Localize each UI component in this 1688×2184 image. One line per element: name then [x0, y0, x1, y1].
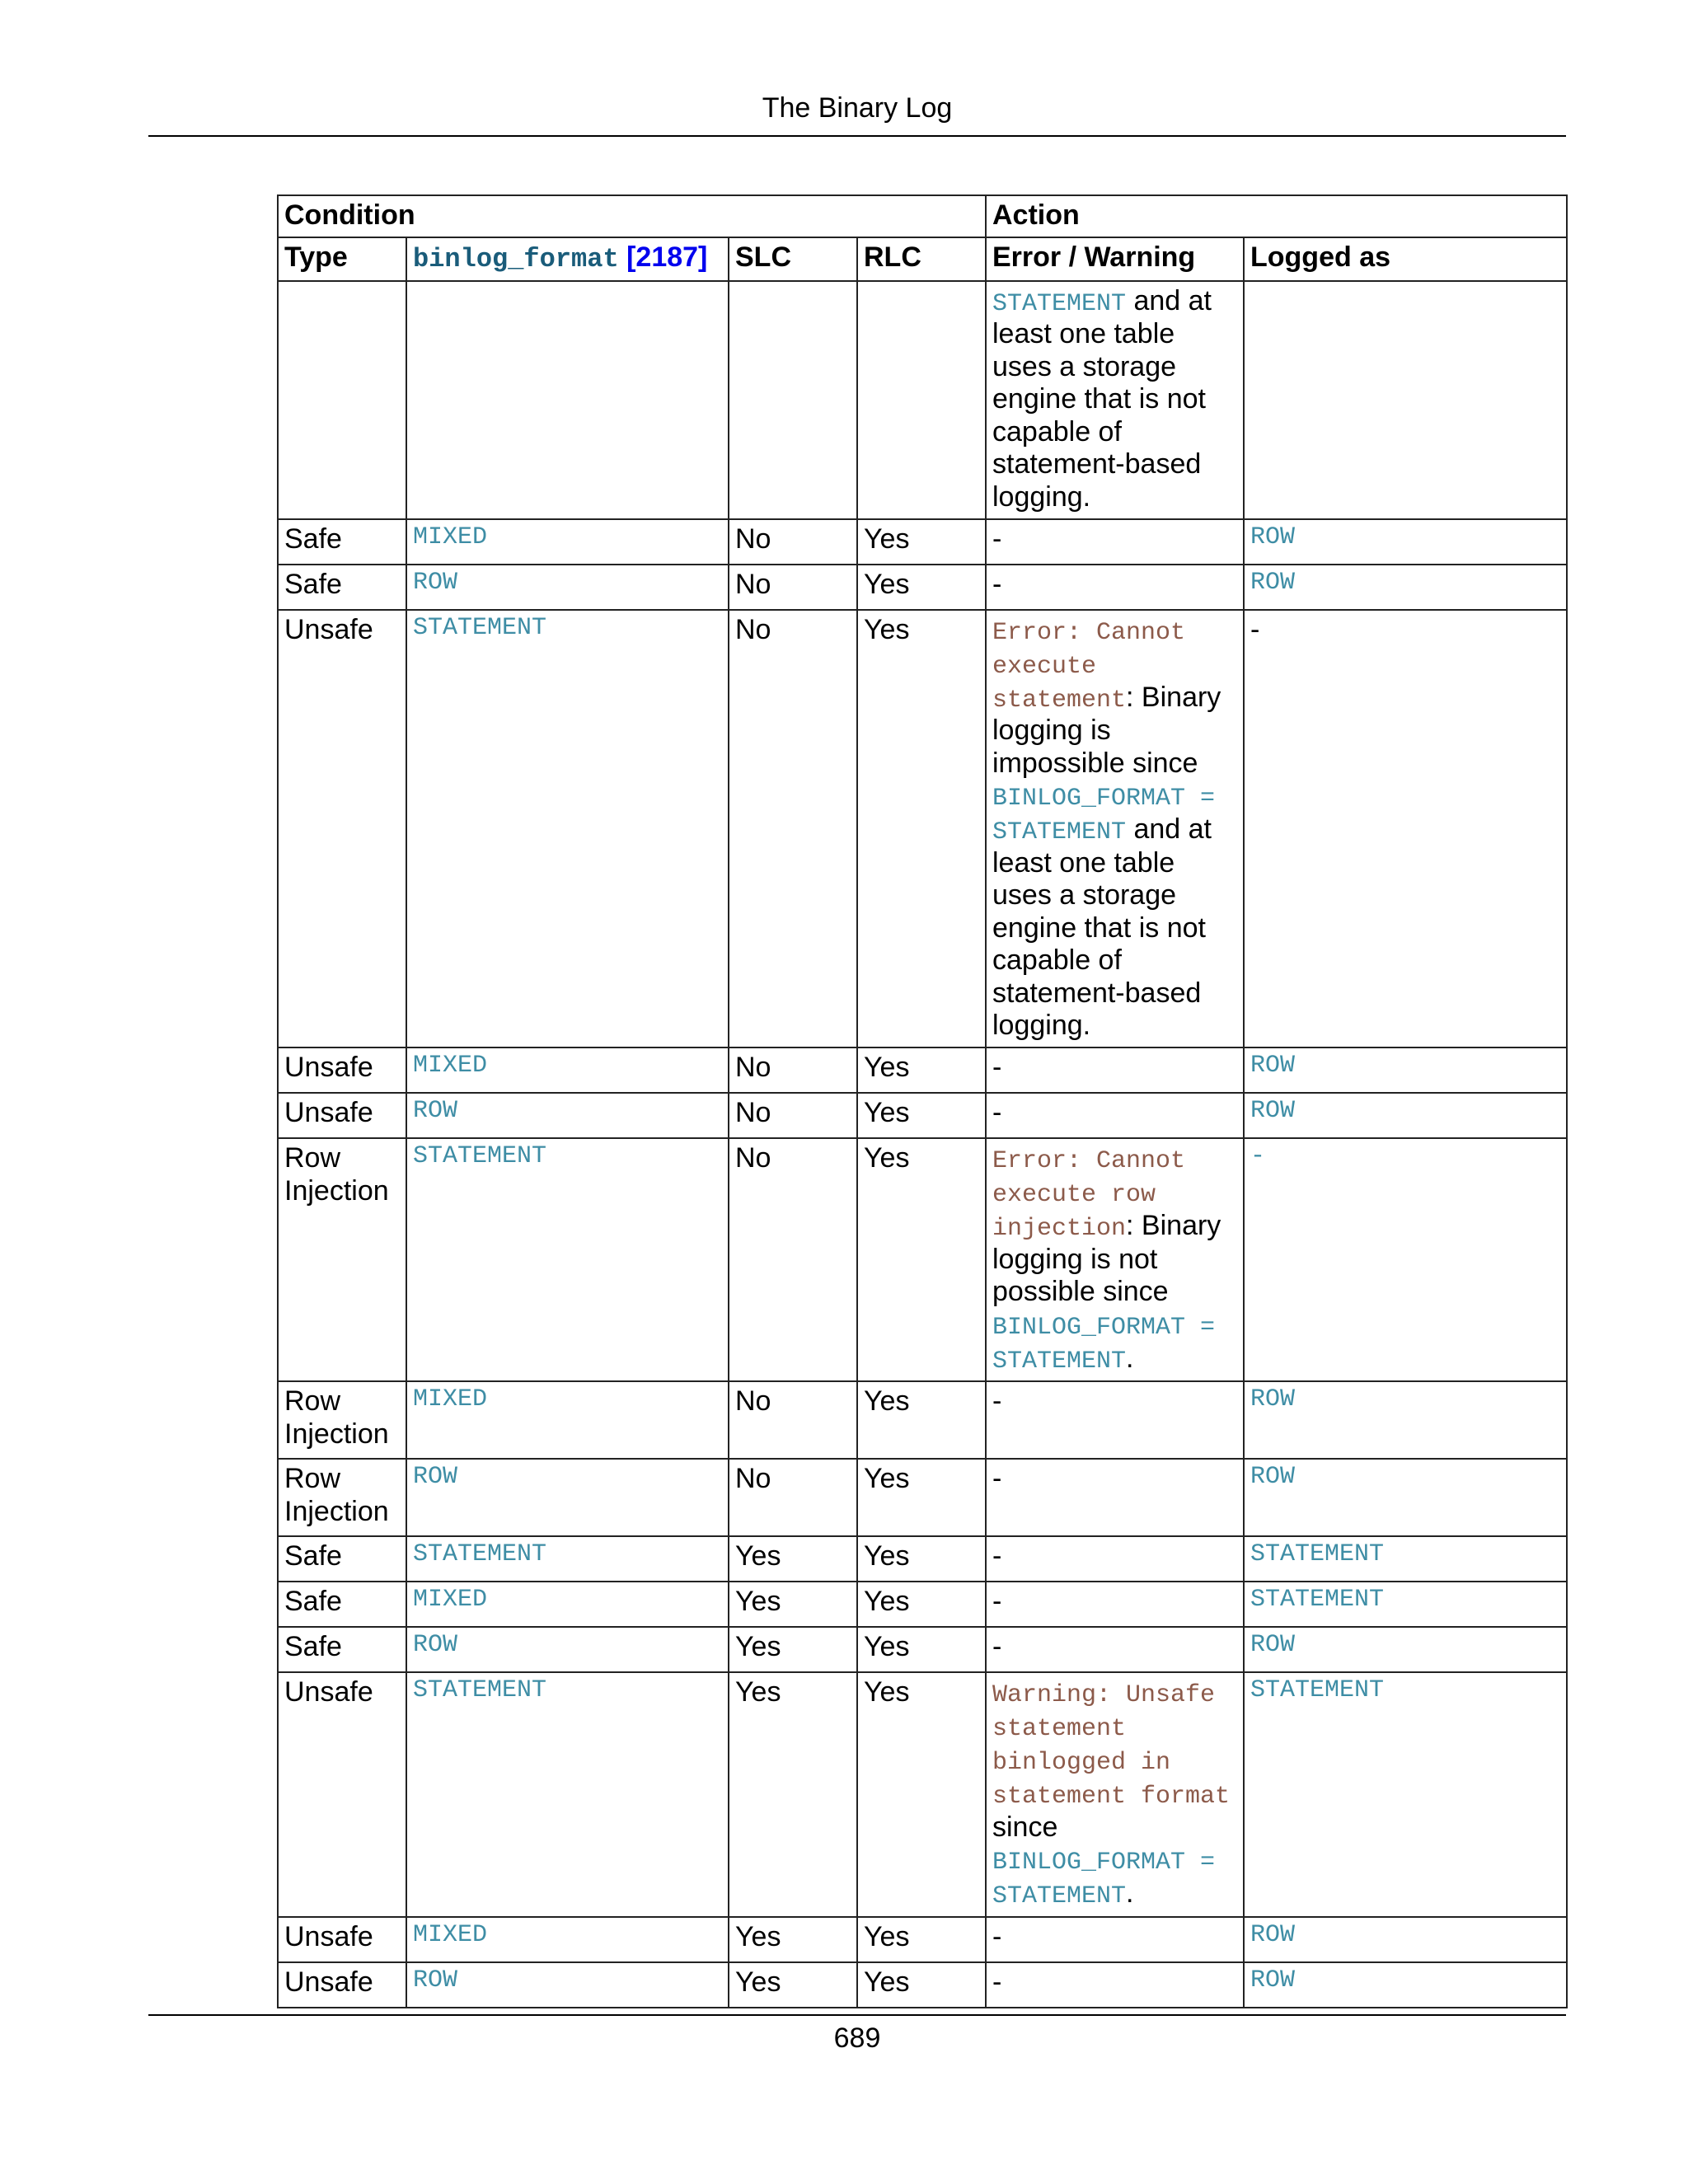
rlc-cell: Yes — [857, 1381, 986, 1459]
type-cell — [278, 281, 406, 519]
column-header-row — [278, 237, 1567, 280]
rlc-cell: Yes — [857, 1627, 986, 1672]
table-row — [278, 565, 1567, 610]
error-cell: - — [986, 1627, 1244, 1672]
col-header-rlc: RLC — [857, 237, 986, 280]
logged-cell: ROW — [1244, 1962, 1567, 2008]
type-cell: Row Injection — [278, 1138, 406, 1381]
rlc-cell: Yes — [857, 1917, 986, 1962]
type-cell: Unsafe — [278, 1047, 406, 1093]
logged-cell: ROW — [1244, 1459, 1567, 1536]
header-rule — [148, 135, 1566, 137]
error-cell — [986, 1138, 1244, 1381]
error-code: Error: Cannot execute statement — [992, 618, 1186, 715]
format-cell: STATEMENT — [406, 1138, 729, 1381]
format-cell — [406, 281, 729, 519]
table-row — [278, 610, 1567, 1047]
rlc-cell: Yes — [857, 610, 986, 1047]
table-row — [278, 1138, 1567, 1381]
type-cell: Unsafe — [278, 610, 406, 1047]
slc-cell: No — [729, 1093, 857, 1138]
col-header-type: Type — [278, 237, 406, 280]
type-cell: Unsafe — [278, 1672, 406, 1916]
slc-cell: No — [729, 1381, 857, 1459]
slc-cell — [729, 281, 857, 519]
error-cell: - — [986, 1381, 1244, 1459]
error-text: and at least one table uses a storage engine that is not capable of statement-based logging. — [992, 284, 1212, 513]
error-text: since — [992, 1811, 1058, 1843]
slc-cell: No — [729, 1138, 857, 1381]
error-cell: - — [986, 1047, 1244, 1093]
action-group-header: Action — [986, 195, 1567, 237]
error-text: . — [1126, 1877, 1134, 1909]
logged-cell: ROW — [1244, 1093, 1567, 1138]
literal-binlog-format: BINLOG_FORMAT = STATEMENT — [992, 1313, 1216, 1376]
type-cell: Safe — [278, 1536, 406, 1582]
table-row — [278, 1582, 1567, 1627]
table-row — [278, 1381, 1567, 1459]
type-cell: Row Injection — [278, 1381, 406, 1459]
type-cell: Row Injection — [278, 1459, 406, 1536]
continuation-row — [278, 281, 1567, 519]
logged-cell: ROW — [1244, 1627, 1567, 1672]
logged-cell: ROW — [1244, 565, 1567, 610]
slc-cell: No — [729, 519, 857, 565]
rlc-cell: Yes — [857, 1582, 986, 1627]
slc-cell: Yes — [729, 1627, 857, 1672]
group-header-row — [278, 195, 1567, 237]
slc-cell: No — [729, 1047, 857, 1093]
logged-cell: STATEMENT — [1244, 1582, 1567, 1627]
rlc-cell: Yes — [857, 1672, 986, 1916]
format-cell: ROW — [406, 1093, 729, 1138]
format-cell: MIXED — [406, 1917, 729, 1962]
type-cell: Safe — [278, 1582, 406, 1627]
logged-cell: - — [1244, 1138, 1567, 1381]
error-cell: - — [986, 565, 1244, 610]
format-cell: MIXED — [406, 1047, 729, 1093]
error-cell — [986, 281, 1244, 519]
logged-cell: - — [1244, 610, 1567, 1047]
error-cell: - — [986, 1962, 1244, 2008]
rlc-cell: Yes — [857, 1138, 986, 1381]
binlog-format-code: binlog_format — [413, 244, 619, 275]
slc-cell: No — [729, 610, 857, 1047]
rlc-cell: Yes — [857, 519, 986, 565]
format-cell: MIXED — [406, 519, 729, 565]
rlc-cell — [857, 281, 986, 519]
logged-cell: ROW — [1244, 519, 1567, 565]
rlc-cell: Yes — [857, 1536, 986, 1582]
error-text: : Binary logging is not possible since — [992, 1210, 1221, 1308]
type-cell: Safe — [278, 565, 406, 610]
error-text: and at least one table uses a storage engine that is not capable of statement-based logging. — [992, 813, 1212, 1042]
error-cell — [986, 1672, 1244, 1916]
type-cell: Unsafe — [278, 1917, 406, 1962]
error-cell: - — [986, 519, 1244, 565]
type-cell: Safe — [278, 1627, 406, 1672]
col-header-logged-as: Logged as — [1244, 237, 1567, 280]
page-header-title: The Binary Log — [762, 92, 953, 124]
literal-binlog-format: BINLOG_FORMAT = STATEMENT — [992, 1848, 1216, 1910]
col-header-error-warning: Error / Warning — [986, 237, 1244, 280]
error-code: Error: Cannot execute row injection — [992, 1147, 1186, 1244]
rlc-cell: Yes — [857, 1962, 986, 2008]
table-row — [278, 1672, 1567, 1916]
literal-binlog-format: BINLOG_FORMAT = STATEMENT — [992, 785, 1216, 847]
logged-cell — [1244, 281, 1567, 519]
col-header-binlog-format — [406, 237, 729, 280]
table-row — [278, 1962, 1567, 2008]
error-text: . — [1126, 1342, 1134, 1374]
rlc-cell: Yes — [857, 565, 986, 610]
logged-cell: ROW — [1244, 1047, 1567, 1093]
table-row — [278, 1627, 1567, 1672]
table-row — [278, 519, 1567, 565]
rlc-cell: Yes — [857, 1093, 986, 1138]
logged-cell: ROW — [1244, 1917, 1567, 1962]
rlc-cell: Yes — [857, 1459, 986, 1536]
slc-cell: No — [729, 1459, 857, 1536]
table-row — [278, 1536, 1567, 1582]
slc-cell: Yes — [729, 1536, 857, 1582]
type-cell: Unsafe — [278, 1093, 406, 1138]
format-cell: MIXED — [406, 1381, 729, 1459]
page-number: 689 — [833, 2022, 881, 2054]
error-cell: - — [986, 1582, 1244, 1627]
logged-cell: ROW — [1244, 1381, 1567, 1459]
slc-cell: Yes — [729, 1582, 857, 1627]
condition-group-header: Condition — [278, 195, 986, 237]
table-row — [278, 1459, 1567, 1536]
error-cell — [986, 610, 1244, 1047]
table-row — [278, 1047, 1567, 1093]
table-row — [278, 1917, 1567, 1962]
type-cell: Unsafe — [278, 1962, 406, 2008]
col-header-slc: SLC — [729, 237, 857, 280]
warning-code: Warning: Unsafe statement binlogged in statement format — [992, 1681, 1231, 1811]
binlog-format-ref-link[interactable]: [2187] — [626, 241, 708, 274]
error-text: : Binary logging is impossible since — [992, 681, 1221, 779]
error-cell: - — [986, 1093, 1244, 1138]
table-row — [278, 1093, 1567, 1138]
logged-cell: STATEMENT — [1244, 1536, 1567, 1582]
format-cell: ROW — [406, 565, 729, 610]
slc-cell: No — [729, 565, 857, 610]
binlog-format-table — [277, 194, 1568, 2008]
format-cell: MIXED — [406, 1582, 729, 1627]
slc-cell: Yes — [729, 1917, 857, 1962]
format-cell: STATEMENT — [406, 1536, 729, 1582]
format-cell: ROW — [406, 1627, 729, 1672]
format-cell: ROW — [406, 1459, 729, 1536]
rlc-cell: Yes — [857, 1047, 986, 1093]
slc-cell: Yes — [729, 1962, 857, 2008]
format-cell: STATEMENT — [406, 1672, 729, 1916]
format-cell: STATEMENT — [406, 610, 729, 1047]
type-cell: Safe — [278, 519, 406, 565]
literal-statement: STATEMENT — [992, 289, 1127, 318]
logged-cell: STATEMENT — [1244, 1672, 1567, 1916]
error-cell: - — [986, 1917, 1244, 1962]
error-cell: - — [986, 1459, 1244, 1536]
format-cell: ROW — [406, 1962, 729, 2008]
slc-cell: Yes — [729, 1672, 857, 1916]
error-cell: - — [986, 1536, 1244, 1582]
